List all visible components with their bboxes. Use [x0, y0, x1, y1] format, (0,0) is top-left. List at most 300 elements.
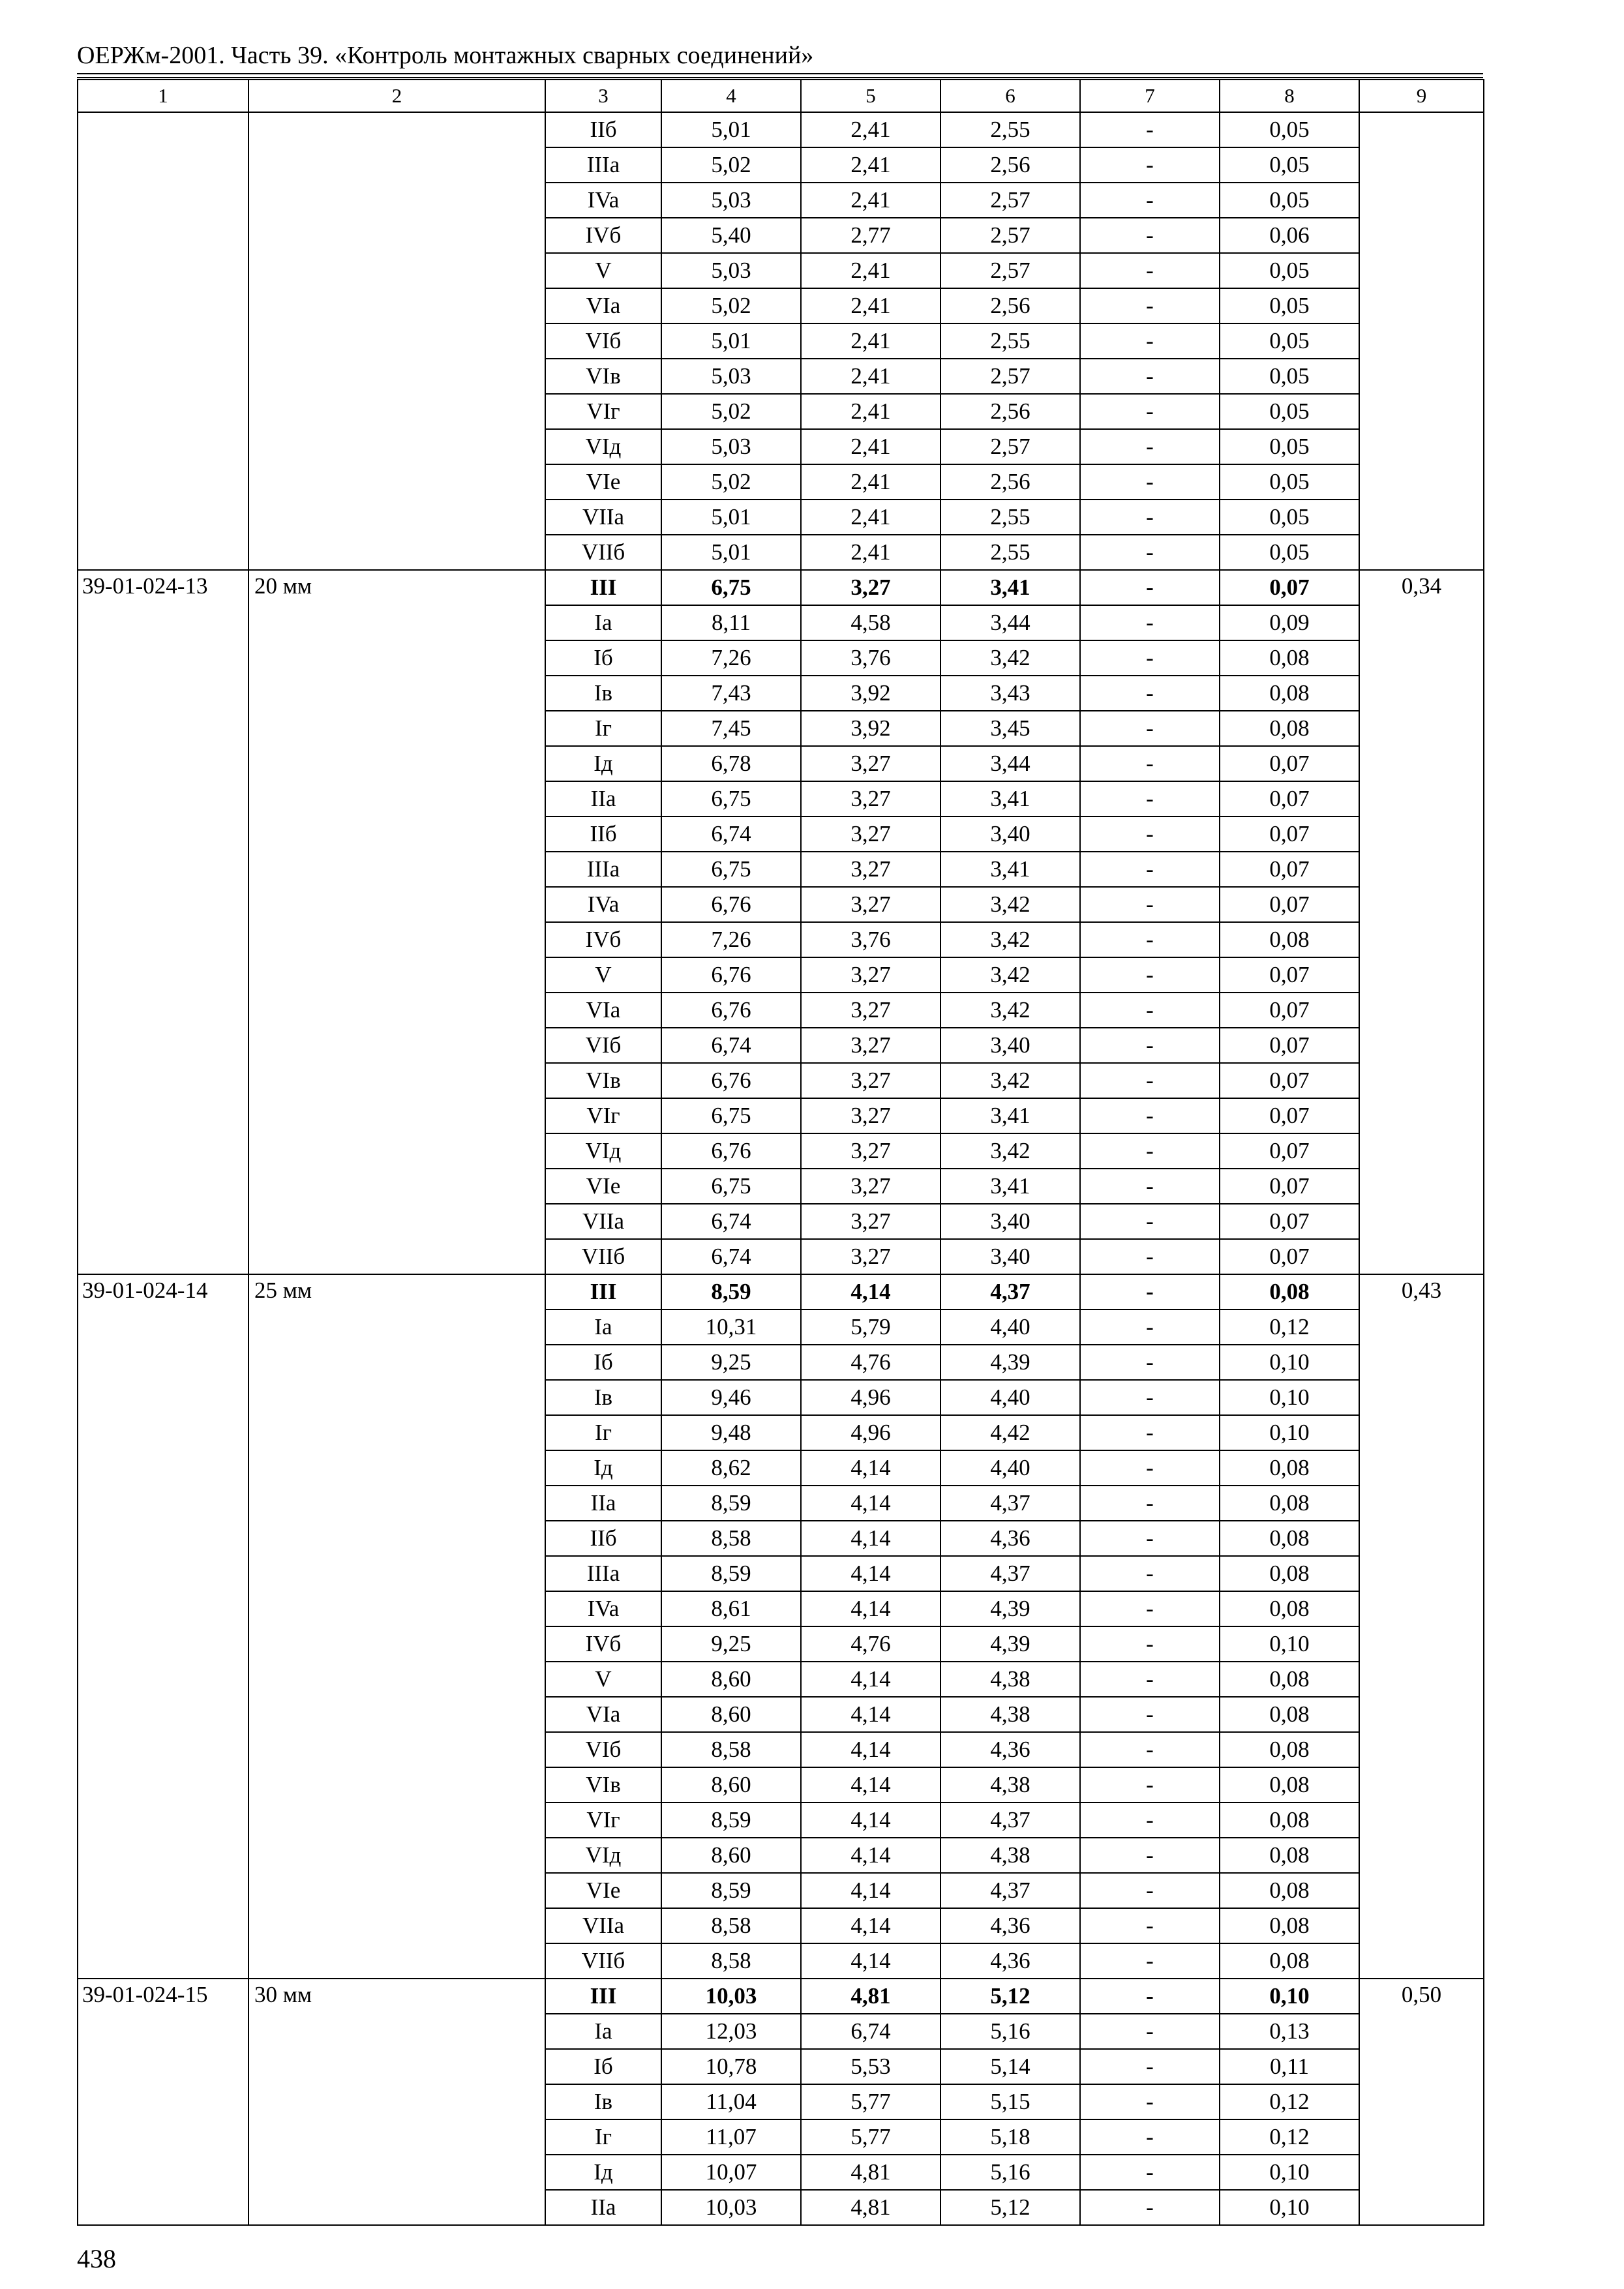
cell-col-6: 4,39: [940, 1591, 1080, 1626]
cell-col-6: 4,38: [940, 1838, 1080, 1873]
cell-col-3: Ia: [545, 1309, 661, 1345]
cell-col-7: -: [1080, 1873, 1220, 1908]
cell-col-4: 8,58: [661, 1732, 801, 1767]
cell-col-6: 4,38: [940, 1767, 1080, 1803]
cell-col-3: VIa: [545, 288, 661, 323]
cell-col-5: 4,14: [801, 1662, 940, 1697]
cell-col-5: 4,14: [801, 1767, 940, 1803]
cell-col-5: 2,41: [801, 183, 940, 218]
cell-col-4: 6,75: [661, 852, 801, 887]
cell-col-5: 3,76: [801, 922, 940, 957]
cell-col-4: 6,74: [661, 1028, 801, 1063]
cell-col-8: 0,08: [1220, 676, 1359, 711]
cell-col-5: 4,96: [801, 1415, 940, 1450]
cell-col-8: 0,05: [1220, 147, 1359, 183]
cell-col-7: -: [1080, 640, 1220, 676]
cell-col-4: 6,75: [661, 1098, 801, 1133]
cell-col-5: 2,41: [801, 288, 940, 323]
cell-col-8: 0,10: [1220, 1415, 1359, 1450]
rate-name-cell: 25 мм: [248, 1274, 545, 1979]
cell-col-4: 5,02: [661, 288, 801, 323]
cell-col-5: 3,27: [801, 993, 940, 1028]
cell-col-8: 0,07: [1220, 781, 1359, 816]
cell-col-8: 0,13: [1220, 2014, 1359, 2049]
cell-col-6: 3,41: [940, 1169, 1080, 1204]
cell-col-5: 2,41: [801, 112, 940, 147]
cell-col-8: 0,08: [1220, 1486, 1359, 1521]
cell-col-6: 5,16: [940, 2014, 1080, 2049]
cell-col-4: 6,76: [661, 1133, 801, 1169]
cell-col-5: 4,14: [801, 1591, 940, 1626]
cell-col-3: IIIa: [545, 1556, 661, 1591]
cell-col-3: VIв: [545, 1767, 661, 1803]
cell-col-5: 3,27: [801, 746, 940, 781]
cell-col-8: 0,10: [1220, 1380, 1359, 1415]
cell-col-4: 9,25: [661, 1345, 801, 1380]
cell-col-6: 4,40: [940, 1450, 1080, 1486]
cell-col-5: 5,77: [801, 2084, 940, 2119]
cell-col-7: -: [1080, 2155, 1220, 2190]
cell-col-5: 4,14: [801, 1873, 940, 1908]
cell-col-3: III: [545, 1274, 661, 1309]
cell-col-7: -: [1080, 570, 1220, 605]
cell-col-3: VIд: [545, 429, 661, 464]
cell-col-8: 0,10: [1220, 2190, 1359, 2225]
cell-col-6: 2,55: [940, 500, 1080, 535]
cell-col-4: 7,26: [661, 922, 801, 957]
cell-col-6: 2,56: [940, 288, 1080, 323]
cell-col-6: 3,42: [940, 640, 1080, 676]
cell-col-5: 3,92: [801, 711, 940, 746]
cell-col-5: 4,58: [801, 605, 940, 640]
cell-col-7: -: [1080, 1662, 1220, 1697]
cell-col-4: 6,76: [661, 887, 801, 922]
cell-col-4: 5,02: [661, 394, 801, 429]
cell-col-6: 4,40: [940, 1380, 1080, 1415]
cell-col-7: -: [1080, 394, 1220, 429]
cell-col-3: VIг: [545, 1803, 661, 1838]
cell-col-4: 8,60: [661, 1662, 801, 1697]
cell-col-8: 0,05: [1220, 288, 1359, 323]
cell-col-3: VIIa: [545, 500, 661, 535]
cell-col-6: 3,40: [940, 1028, 1080, 1063]
cell-col-4: 9,25: [661, 1626, 801, 1662]
cell-col-4: 5,01: [661, 500, 801, 535]
cell-col-4: 10,03: [661, 2190, 801, 2225]
cell-col-4: 8,58: [661, 1943, 801, 1979]
cell-col-7: -: [1080, 1979, 1220, 2014]
cell-col-7: -: [1080, 1133, 1220, 1169]
cell-col-4: 6,75: [661, 570, 801, 605]
cell-col-8: 0,12: [1220, 1309, 1359, 1345]
column-header-7: 7: [1080, 80, 1220, 112]
cell-col-3: V: [545, 957, 661, 993]
cell-col-5: 2,41: [801, 464, 940, 500]
cell-col-7: -: [1080, 112, 1220, 147]
cell-col-5: 4,14: [801, 1943, 940, 1979]
cell-col-6: 4,37: [940, 1873, 1080, 1908]
rates-table: [77, 79, 1484, 2226]
cell-col-3: IIб: [545, 816, 661, 852]
cell-col-6: 5,12: [940, 1979, 1080, 2014]
cell-col-3: IVa: [545, 1591, 661, 1626]
cell-col-5: 4,14: [801, 1521, 940, 1556]
cell-col-5: 3,92: [801, 676, 940, 711]
cell-col-3: VIIб: [545, 1239, 661, 1274]
cell-col-8: 0,08: [1220, 1767, 1359, 1803]
cell-col-5: 2,77: [801, 218, 940, 253]
cell-col-3: Iд: [545, 2155, 661, 2190]
cell-col-8: 0,05: [1220, 112, 1359, 147]
cell-col-7: -: [1080, 1169, 1220, 1204]
cell-col-3: III: [545, 570, 661, 605]
cell-col-5: 4,14: [801, 1803, 940, 1838]
cell-col-4: 5,01: [661, 112, 801, 147]
column-header-4: 4: [661, 80, 801, 112]
cell-col-7: -: [1080, 535, 1220, 570]
table-row: [78, 1979, 1484, 2014]
cell-col-3: V: [545, 253, 661, 288]
cell-col-3: IIIa: [545, 147, 661, 183]
cell-col-7: -: [1080, 711, 1220, 746]
cell-col-3: VIIб: [545, 1943, 661, 1979]
cell-col-7: -: [1080, 500, 1220, 535]
cell-col-7: -: [1080, 464, 1220, 500]
cell-col-8: 0,10: [1220, 2155, 1359, 2190]
cell-col-8: 0,08: [1220, 1521, 1359, 1556]
cell-col-6: 2,57: [940, 359, 1080, 394]
cell-col-3: IIa: [545, 1486, 661, 1521]
cell-col-7: -: [1080, 1345, 1220, 1380]
cell-col-8: 0,08: [1220, 1274, 1359, 1309]
cell-col-6: 4,37: [940, 1556, 1080, 1591]
cell-col-3: VIб: [545, 1732, 661, 1767]
cell-col-5: 2,41: [801, 323, 940, 359]
column-header-9: 9: [1359, 80, 1484, 112]
cell-col-5: 6,74: [801, 2014, 940, 2049]
column-header-2: 2: [248, 80, 545, 112]
cell-col-8: 0,08: [1220, 640, 1359, 676]
cell-col-6: 4,39: [940, 1345, 1080, 1380]
column-header-5: 5: [801, 80, 940, 112]
cell-col-7: -: [1080, 183, 1220, 218]
cell-col-8: 0,05: [1220, 535, 1359, 570]
rate-total-cell: 0,34: [1359, 570, 1484, 1274]
cell-col-8: 0,05: [1220, 183, 1359, 218]
cell-col-8: 0,08: [1220, 922, 1359, 957]
cell-col-4: 8,58: [661, 1521, 801, 1556]
cell-col-5: 2,41: [801, 394, 940, 429]
cell-col-7: -: [1080, 1380, 1220, 1415]
cell-col-8: 0,07: [1220, 1133, 1359, 1169]
cell-col-7: -: [1080, 2190, 1220, 2225]
rate-total-cell: 0,50: [1359, 1979, 1484, 2225]
cell-col-8: 0,05: [1220, 253, 1359, 288]
table-body: [78, 112, 1484, 2225]
header-rule-top: [77, 73, 1483, 74]
cell-col-4: 9,46: [661, 1380, 801, 1415]
cell-col-3: VIe: [545, 1169, 661, 1204]
cell-col-4: 7,43: [661, 676, 801, 711]
cell-col-5: 3,27: [801, 957, 940, 993]
rate-code-cell: 39-01-024-14: [78, 1274, 248, 1979]
cell-col-5: 4,14: [801, 1450, 940, 1486]
cell-col-6: 3,41: [940, 1098, 1080, 1133]
cell-col-6: 3,40: [940, 816, 1080, 852]
cell-col-8: 0,07: [1220, 1098, 1359, 1133]
cell-col-4: 5,03: [661, 429, 801, 464]
cell-col-8: 0,07: [1220, 852, 1359, 887]
cell-col-7: -: [1080, 429, 1220, 464]
cell-col-6: 4,37: [940, 1803, 1080, 1838]
cell-col-5: 3,27: [801, 1239, 940, 1274]
cell-col-7: -: [1080, 288, 1220, 323]
cell-col-6: 3,41: [940, 852, 1080, 887]
cell-col-3: VIe: [545, 1873, 661, 1908]
cell-col-5: 3,27: [801, 887, 940, 922]
cell-col-5: 4,81: [801, 2155, 940, 2190]
cell-col-4: 12,03: [661, 2014, 801, 2049]
cell-col-3: Iд: [545, 746, 661, 781]
rate-code-cell: 39-01-024-15: [78, 1979, 248, 2225]
cell-col-6: 5,14: [940, 2049, 1080, 2084]
cell-col-8: 0,07: [1220, 993, 1359, 1028]
cell-col-5: 4,96: [801, 1380, 940, 1415]
cell-col-3: Iв: [545, 676, 661, 711]
cell-col-3: Ia: [545, 2014, 661, 2049]
rate-code-cell: [78, 112, 248, 570]
cell-col-8: 0,05: [1220, 464, 1359, 500]
cell-col-3: Iб: [545, 2049, 661, 2084]
cell-col-3: VIб: [545, 323, 661, 359]
cell-col-6: 4,37: [940, 1274, 1080, 1309]
cell-col-7: -: [1080, 218, 1220, 253]
column-header-1: 1: [78, 80, 248, 112]
cell-col-4: 5,03: [661, 253, 801, 288]
cell-col-6: 2,57: [940, 253, 1080, 288]
cell-col-4: 8,62: [661, 1450, 801, 1486]
cell-col-6: 2,55: [940, 323, 1080, 359]
cell-col-7: -: [1080, 1556, 1220, 1591]
cell-col-4: 8,58: [661, 1908, 801, 1943]
cell-col-6: 5,18: [940, 2119, 1080, 2155]
cell-col-3: VIв: [545, 359, 661, 394]
cell-col-6: 5,12: [940, 2190, 1080, 2225]
cell-col-8: 0,09: [1220, 605, 1359, 640]
cell-col-7: -: [1080, 1732, 1220, 1767]
cell-col-4: 6,74: [661, 1204, 801, 1239]
cell-col-7: -: [1080, 253, 1220, 288]
cell-col-8: 0,08: [1220, 1838, 1359, 1873]
rate-name-cell: [248, 112, 545, 570]
cell-col-6: 2,55: [940, 535, 1080, 570]
cell-col-4: 5,02: [661, 464, 801, 500]
cell-col-4: 8,60: [661, 1767, 801, 1803]
cell-col-3: VIб: [545, 1028, 661, 1063]
cell-col-8: 0,08: [1220, 1873, 1359, 1908]
cell-col-7: -: [1080, 1309, 1220, 1345]
column-header-3: 3: [545, 80, 661, 112]
cell-col-8: 0,07: [1220, 887, 1359, 922]
cell-col-7: -: [1080, 1767, 1220, 1803]
cell-col-7: -: [1080, 1098, 1220, 1133]
table-row: [78, 112, 1484, 147]
cell-col-4: 8,59: [661, 1274, 801, 1309]
cell-col-4: 6,75: [661, 1169, 801, 1204]
cell-col-5: 3,27: [801, 1063, 940, 1098]
cell-col-6: 3,42: [940, 922, 1080, 957]
cell-col-4: 8,59: [661, 1873, 801, 1908]
cell-col-7: -: [1080, 1450, 1220, 1486]
cell-col-5: 5,77: [801, 2119, 940, 2155]
cell-col-8: 0,08: [1220, 1591, 1359, 1626]
cell-col-6: 3,42: [940, 1063, 1080, 1098]
cell-col-6: 2,57: [940, 218, 1080, 253]
cell-col-5: 2,41: [801, 500, 940, 535]
cell-col-4: 7,45: [661, 711, 801, 746]
cell-col-5: 4,14: [801, 1732, 940, 1767]
cell-col-6: 4,36: [940, 1521, 1080, 1556]
cell-col-8: 0,07: [1220, 1204, 1359, 1239]
cell-col-3: VIд: [545, 1133, 661, 1169]
cell-col-7: -: [1080, 852, 1220, 887]
cell-col-4: 6,74: [661, 816, 801, 852]
cell-col-8: 0,07: [1220, 1063, 1359, 1098]
table-row: [78, 1274, 1484, 1309]
cell-col-5: 3,27: [801, 1204, 940, 1239]
cell-col-5: 5,53: [801, 2049, 940, 2084]
cell-col-6: 5,15: [940, 2084, 1080, 2119]
cell-col-5: 3,27: [801, 1028, 940, 1063]
cell-col-4: 8,61: [661, 1591, 801, 1626]
cell-col-6: 2,57: [940, 183, 1080, 218]
cell-col-3: Iд: [545, 1450, 661, 1486]
cell-col-3: V: [545, 1662, 661, 1697]
cell-col-8: 0,08: [1220, 711, 1359, 746]
cell-col-3: IVa: [545, 183, 661, 218]
cell-col-7: -: [1080, 957, 1220, 993]
cell-col-7: -: [1080, 746, 1220, 781]
cell-col-6: 3,43: [940, 676, 1080, 711]
cell-col-4: 10,31: [661, 1309, 801, 1345]
cell-col-7: -: [1080, 2084, 1220, 2119]
cell-col-8: 0,07: [1220, 1028, 1359, 1063]
cell-col-7: -: [1080, 816, 1220, 852]
cell-col-8: 0,10: [1220, 1979, 1359, 2014]
cell-col-6: 2,56: [940, 147, 1080, 183]
cell-col-3: Iг: [545, 2119, 661, 2155]
cell-col-5: 3,27: [801, 816, 940, 852]
cell-col-7: -: [1080, 1521, 1220, 1556]
cell-col-6: 4,37: [940, 1486, 1080, 1521]
cell-col-5: 4,76: [801, 1626, 940, 1662]
cell-col-7: -: [1080, 323, 1220, 359]
cell-col-5: 3,27: [801, 570, 940, 605]
table-row: [78, 570, 1484, 605]
cell-col-3: IIa: [545, 781, 661, 816]
cell-col-8: 0,08: [1220, 1662, 1359, 1697]
cell-col-8: 0,05: [1220, 500, 1359, 535]
cell-col-5: 2,41: [801, 535, 940, 570]
cell-col-5: 3,27: [801, 852, 940, 887]
cell-col-6: 3,41: [940, 570, 1080, 605]
cell-col-8: 0,06: [1220, 218, 1359, 253]
cell-col-6: 2,55: [940, 112, 1080, 147]
cell-col-7: -: [1080, 781, 1220, 816]
cell-col-6: 3,45: [940, 711, 1080, 746]
cell-col-5: 4,81: [801, 1979, 940, 2014]
column-header-8: 8: [1220, 80, 1359, 112]
cell-col-7: -: [1080, 1626, 1220, 1662]
cell-col-4: 5,03: [661, 359, 801, 394]
cell-col-3: III: [545, 1979, 661, 2014]
cell-col-3: IIб: [545, 112, 661, 147]
column-header-6: 6: [940, 80, 1080, 112]
cell-col-6: 4,36: [940, 1732, 1080, 1767]
header-rule-bottom: [77, 77, 1483, 78]
cell-col-4: 11,04: [661, 2084, 801, 2119]
cell-col-3: IIa: [545, 2190, 661, 2225]
cell-col-8: 0,08: [1220, 1732, 1359, 1767]
cell-col-7: -: [1080, 2014, 1220, 2049]
cell-col-4: 6,76: [661, 1063, 801, 1098]
cell-col-3: VIe: [545, 464, 661, 500]
cell-col-6: 3,42: [940, 993, 1080, 1028]
cell-col-3: IVб: [545, 922, 661, 957]
cell-col-8: 0,05: [1220, 429, 1359, 464]
cell-col-7: -: [1080, 605, 1220, 640]
cell-col-3: Ia: [545, 605, 661, 640]
cell-col-7: -: [1080, 1239, 1220, 1274]
cell-col-6: 3,42: [940, 887, 1080, 922]
cell-col-3: IVб: [545, 1626, 661, 1662]
cell-col-4: 10,03: [661, 1979, 801, 2014]
cell-col-4: 6,78: [661, 746, 801, 781]
cell-col-6: 2,57: [940, 429, 1080, 464]
cell-col-4: 5,40: [661, 218, 801, 253]
cell-col-6: 4,36: [940, 1908, 1080, 1943]
cell-col-3: VIг: [545, 1098, 661, 1133]
cell-col-3: VIв: [545, 1063, 661, 1098]
cell-col-7: -: [1080, 1274, 1220, 1309]
cell-col-8: 0,11: [1220, 2049, 1359, 2084]
cell-col-8: 0,07: [1220, 570, 1359, 605]
cell-col-8: 0,07: [1220, 1239, 1359, 1274]
cell-col-8: 0,08: [1220, 1908, 1359, 1943]
cell-col-6: 4,40: [940, 1309, 1080, 1345]
cell-col-3: Iв: [545, 1380, 661, 1415]
cell-col-3: IVa: [545, 887, 661, 922]
cell-col-3: IIб: [545, 1521, 661, 1556]
cell-col-5: 3,27: [801, 1133, 940, 1169]
cell-col-5: 4,81: [801, 2190, 940, 2225]
cell-col-8: 0,08: [1220, 1450, 1359, 1486]
cell-col-5: 4,14: [801, 1274, 940, 1309]
cell-col-6: 3,44: [940, 746, 1080, 781]
cell-col-3: VIIa: [545, 1908, 661, 1943]
cell-col-5: 3,76: [801, 640, 940, 676]
cell-col-4: 8,59: [661, 1803, 801, 1838]
cell-col-5: 2,41: [801, 147, 940, 183]
cell-col-4: 8,60: [661, 1838, 801, 1873]
cell-col-3: VIд: [545, 1838, 661, 1873]
cell-col-6: 4,39: [940, 1626, 1080, 1662]
cell-col-6: 4,36: [940, 1943, 1080, 1979]
cell-col-8: 0,08: [1220, 1556, 1359, 1591]
cell-col-7: -: [1080, 147, 1220, 183]
cell-col-3: VIIб: [545, 535, 661, 570]
cell-col-4: 8,59: [661, 1486, 801, 1521]
